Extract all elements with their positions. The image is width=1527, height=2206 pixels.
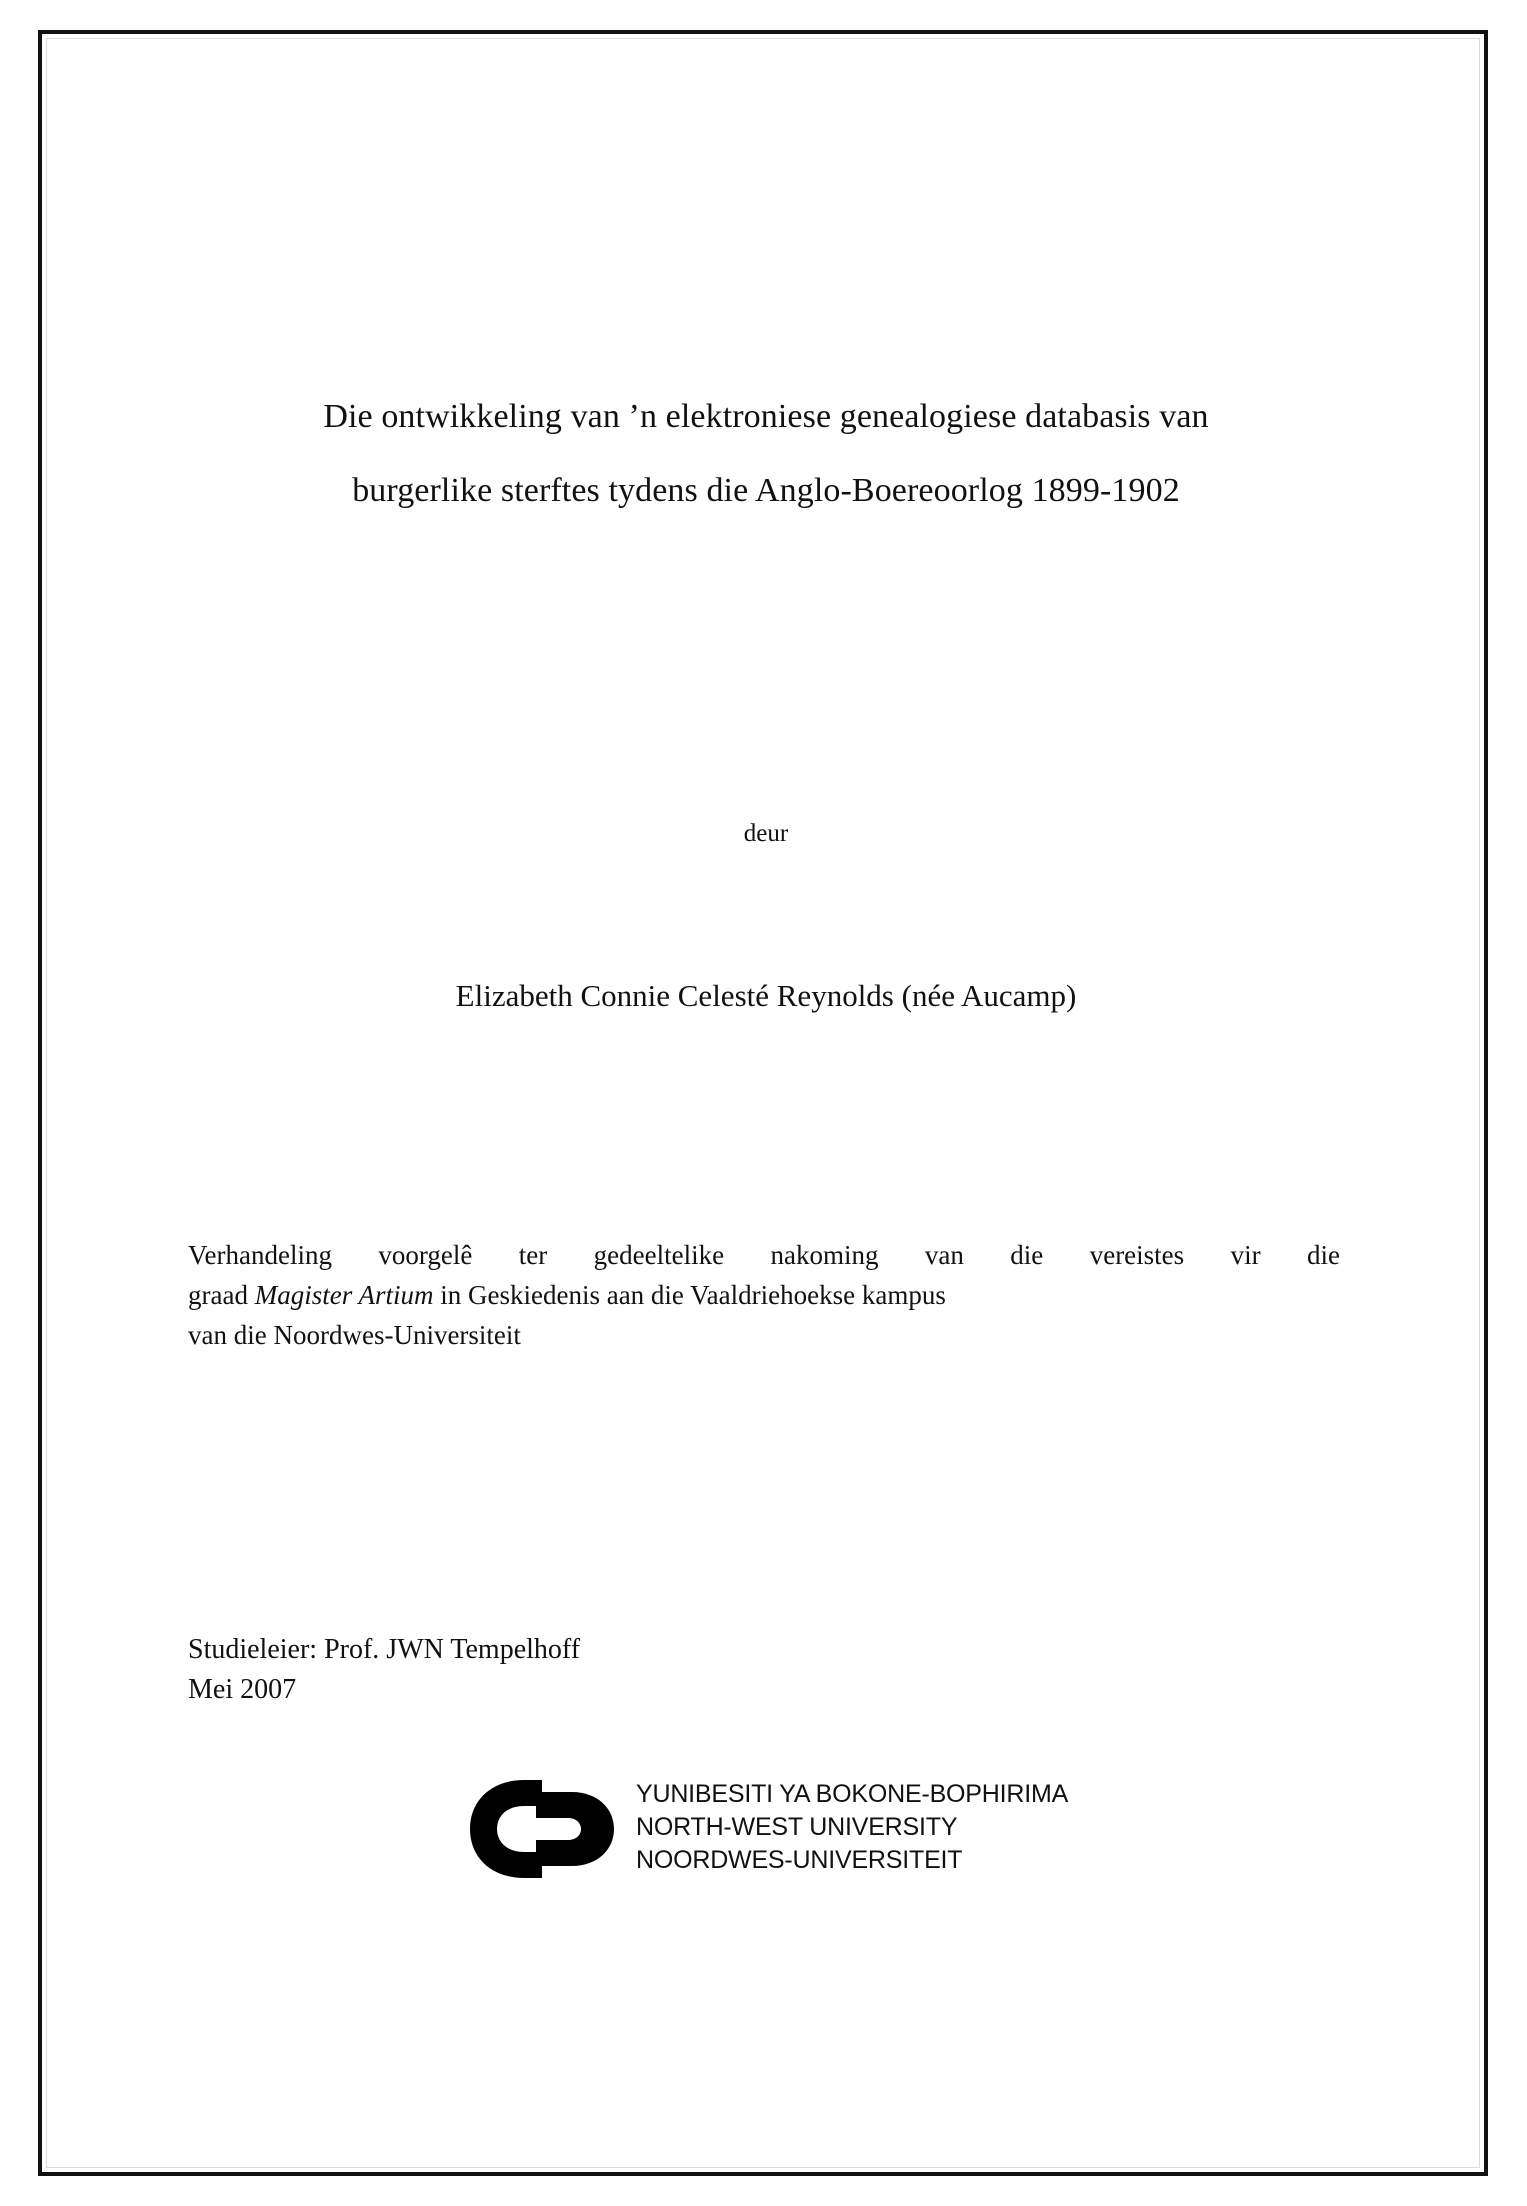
degree-statement-line-1: Verhandeling voorgelê ter gedeeltelike nakoming van die vereistes vir die [188, 1240, 1340, 1270]
degree-statement-line-2 [188, 1275, 1340, 1315]
university-logo-block [464, 1772, 1084, 1892]
degree-statement-line-2-pre: graad [188, 1280, 255, 1310]
degree-statement-line-3: van die Noordwes-Universiteit [188, 1320, 521, 1350]
supervisor-and-date [188, 1630, 1088, 1710]
logo-text-line-2: NORTH-WEST UNIVERSITY [636, 1813, 958, 1841]
university-logo-text [636, 1778, 1068, 1877]
page-title [186, 380, 1346, 528]
north-west-university-logo-icon [464, 1778, 622, 1880]
logo-text-line-3: NOORDWES-UNIVERSITEIT [636, 1846, 963, 1874]
author-name: Elizabeth Connie Celesté Reynolds (née Aucamp) [455, 978, 1077, 1013]
degree-statement [188, 1235, 1340, 1355]
supervisor-line: Studieleier: Prof. JWN Tempelhoff [188, 1634, 581, 1665]
date-line: Mei 2007 [188, 1674, 297, 1705]
by-label: deur [743, 820, 789, 847]
title-line-2: burgerlike sterftes tydens die Anglo-Boereoorlog 1899-1902 [352, 472, 1180, 509]
logo-text-line-1: YUNIBESITI YA BOKONE-BOPHIRIMA [636, 1780, 1069, 1808]
degree-statement-line-2-post: in Geskiedenis aan die Vaaldriehoekse kampus [433, 1280, 946, 1310]
title-page-content [186, 30, 1346, 2176]
degree-name-italic: Magister Artium [254, 1280, 434, 1310]
title-line-1: Die ontwikkeling van ’n elektroniese genealogiese databasis van [323, 398, 1209, 435]
